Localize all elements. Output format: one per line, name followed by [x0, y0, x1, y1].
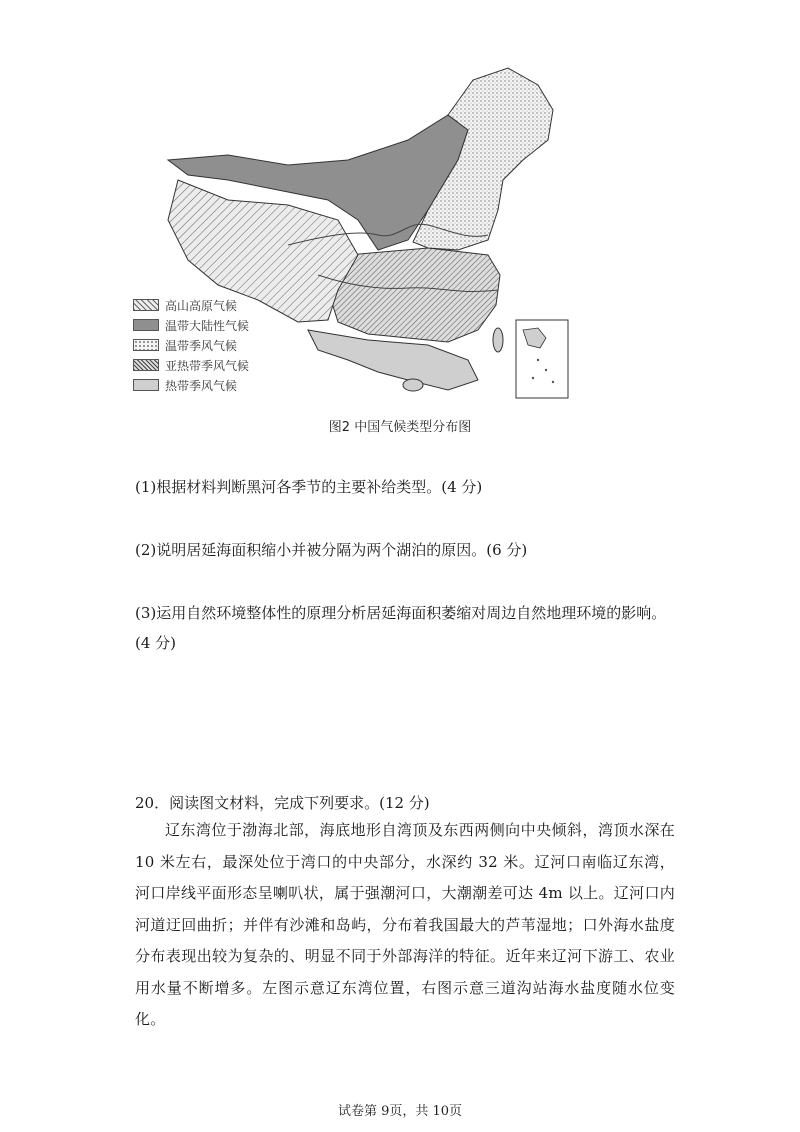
legend-item [133, 376, 333, 394]
legend-swatch-plateau [133, 299, 159, 311]
legend-item [133, 336, 333, 354]
map-legend [133, 296, 333, 396]
legend-label: 亚热带季风气候 [165, 358, 250, 373]
legend-item [133, 296, 333, 314]
question-3: (3)运用自然环境整体性的原理分析居延海面积萎缩对周边自然地理环境的影响。(4 分) [135, 604, 667, 652]
legend-item [133, 356, 333, 374]
legend-label: 温带大陆性气候 [165, 318, 250, 333]
question-20-heading: 20．阅读图文材料，完成下列要求。(12 分) [135, 794, 430, 812]
figure-caption: 图2 中国气候类型分布图 [328, 420, 472, 435]
legend-swatch-tropical [133, 379, 159, 391]
legend-swatch-continental [133, 319, 159, 331]
question-20-material: 辽东湾位于渤海北部，海底地形自湾顶及东西两侧向中央倾斜，湾顶水深在 10 米左右，最深处位于湾口的中央部分，水深约 32 米。辽河口南临辽东湾，河口岸线平面形态呈喇叭状，属于强潮河口，大潮潮差可达 4m 以上。辽河口内河道迂回曲折；并伴有沙滩和岛屿，分布着我国最大的芦苇湿地；口外海水盐度分布表现出较为复杂的、明显不同于外部海洋的特征。近年来辽河下游工、农业用水量不断增多。左图示意辽东湾位置，右图示意三道沟站海水盐度随水位变化。 [135, 821, 675, 1028]
legend-swatch-temperate-monsoon [133, 339, 159, 351]
page-footer: 试卷第 9页，共 10页 [337, 1104, 463, 1119]
legend-label: 温带季风气候 [165, 338, 238, 353]
legend-label: 热带季风气候 [165, 378, 238, 393]
legend-item [133, 316, 333, 334]
legend-label: 高山高原气候 [165, 298, 238, 313]
legend-swatch-subtropical [133, 359, 159, 371]
question-2: (2)说明居延海面积缩小并被分隔为两个湖泊的原因。(6 分) [135, 541, 528, 559]
question-1: (1)根据材料判断黑河各季节的主要补给类型。(4 分) [135, 478, 483, 496]
